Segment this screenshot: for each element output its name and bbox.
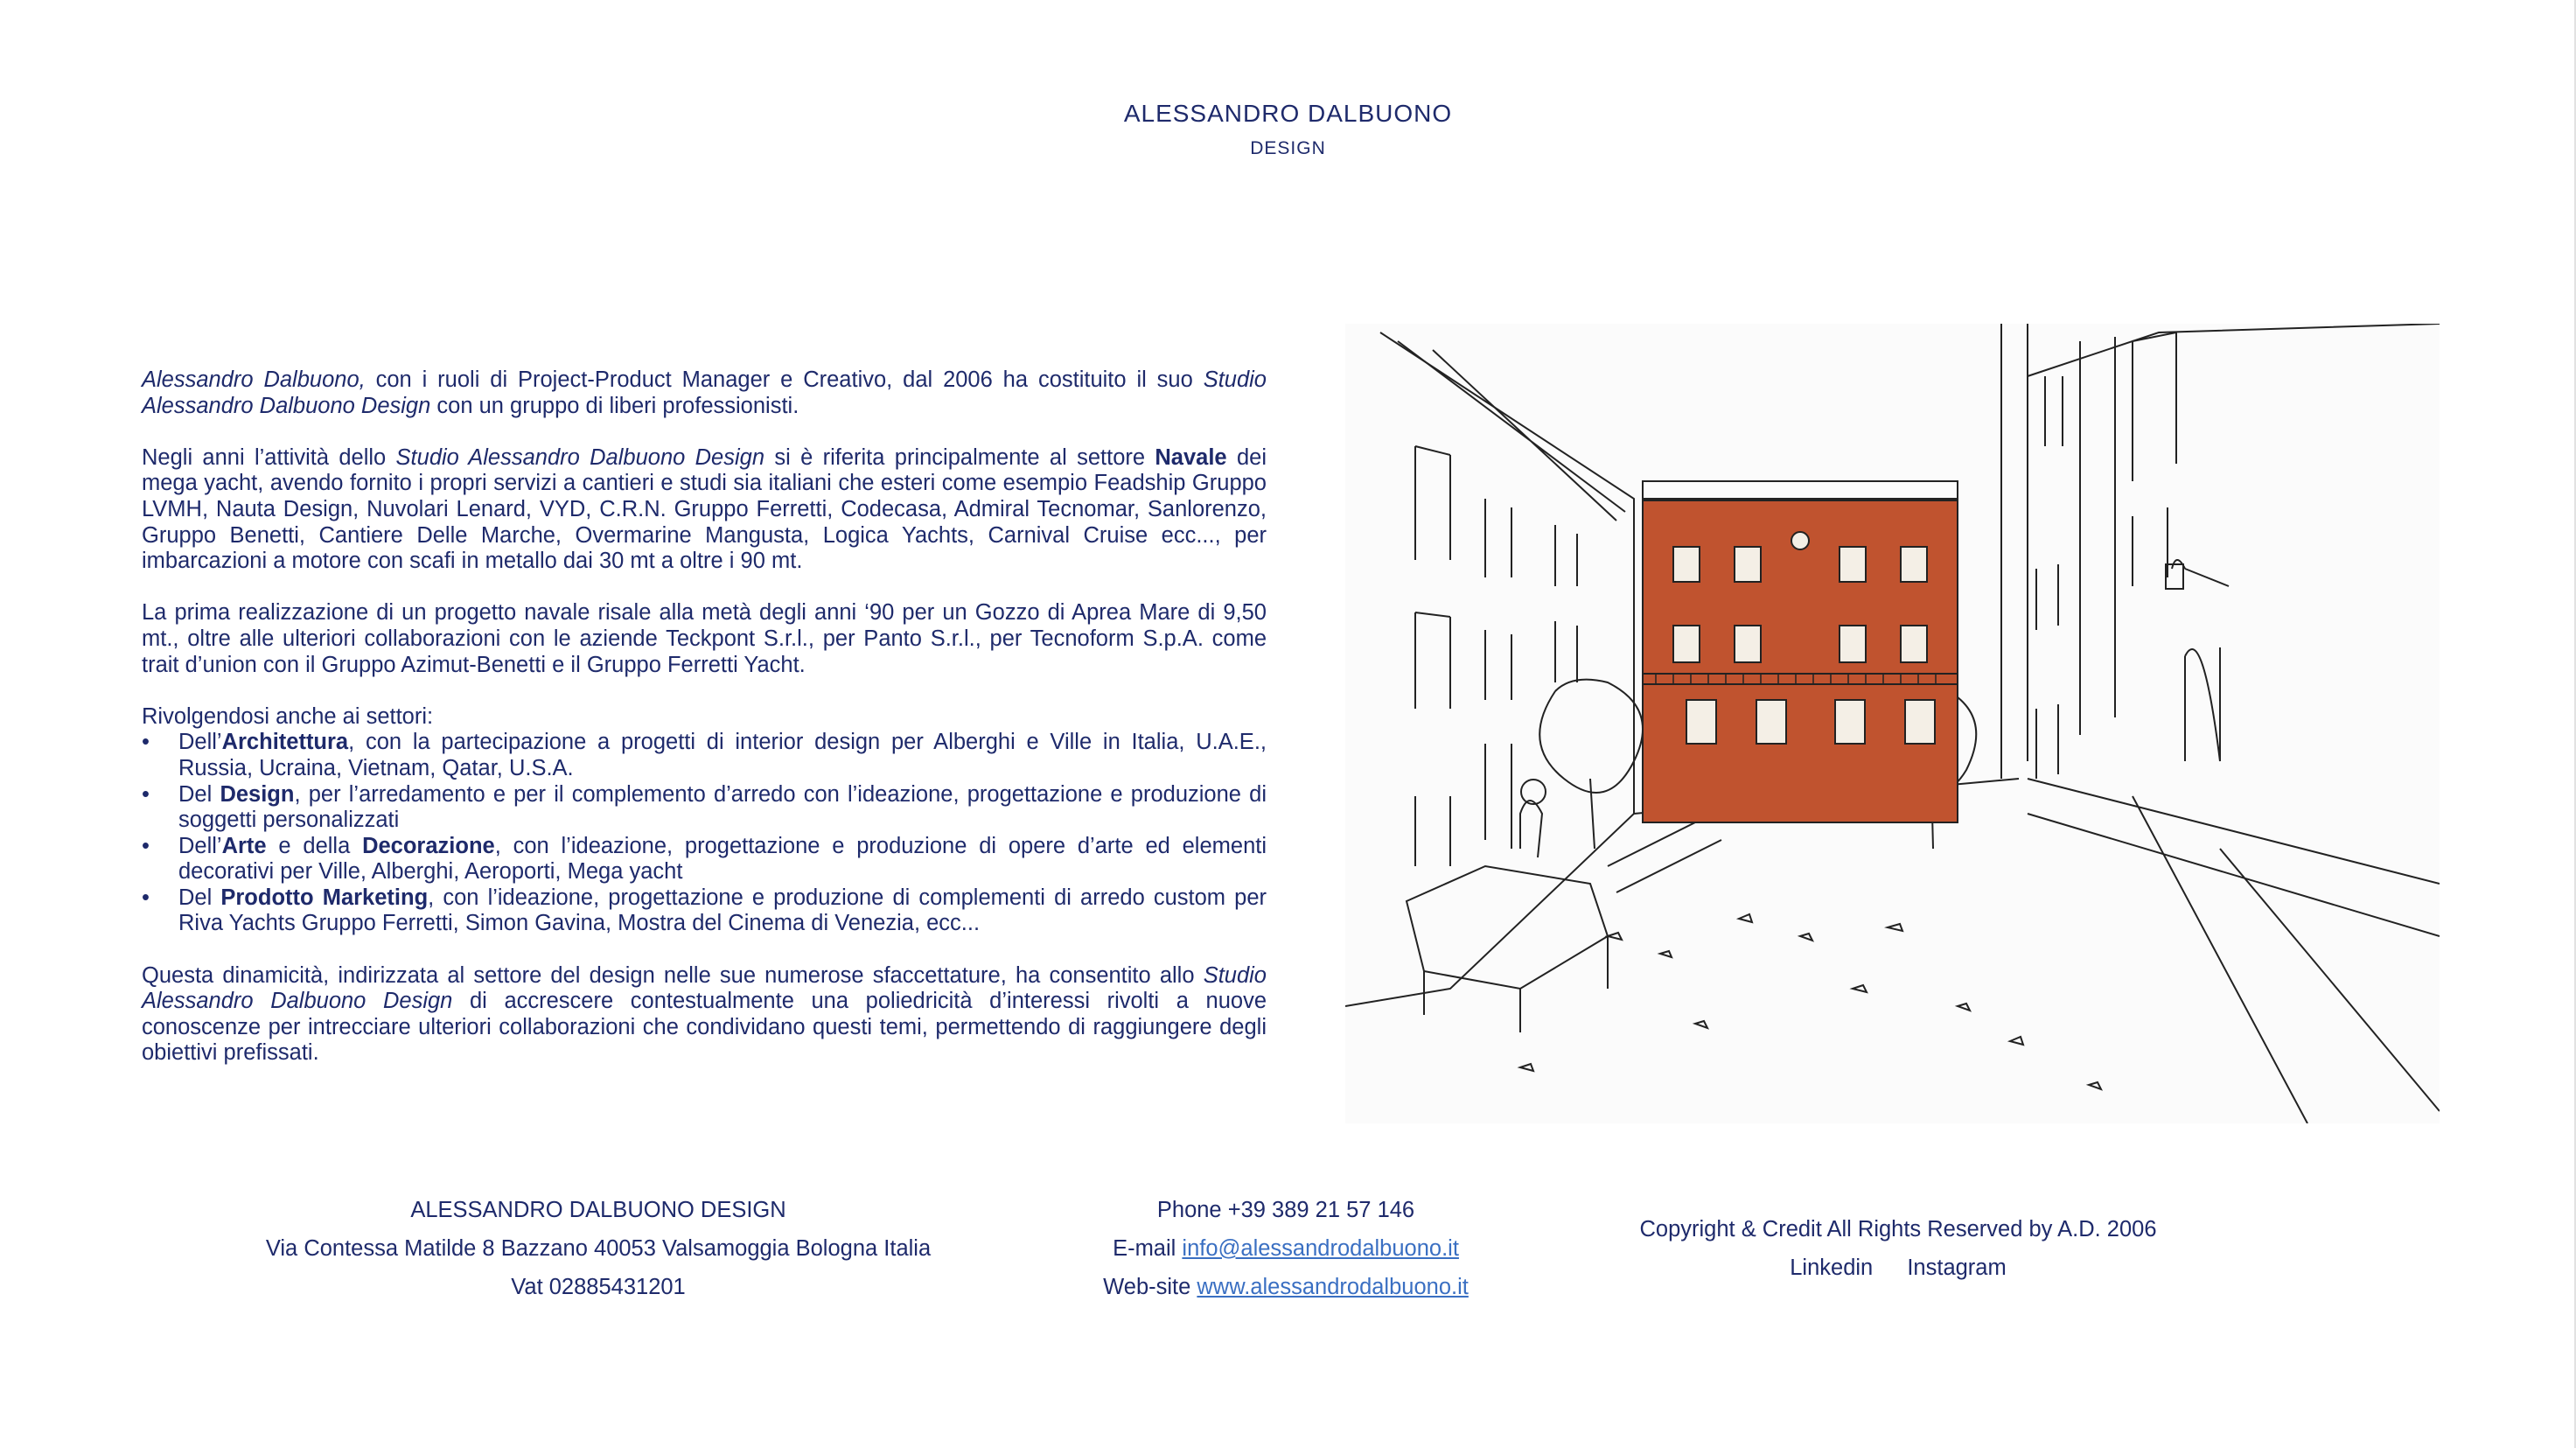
sector-design: Design xyxy=(220,781,295,807)
site-subtitle: DESIGN xyxy=(1250,138,1326,158)
street-sketch-image xyxy=(1345,324,2440,1123)
designer-name: Alessandro Dalbuono, xyxy=(142,367,366,392)
copyright-text: Copyright & Credit All Rights Reserved by A.D. 2006 xyxy=(1639,1217,2157,1242)
studio-name: Studio Alessandro Dalbuono Design xyxy=(142,367,1267,418)
footer-web-line: Web-site www.alessandrodalbuono.it xyxy=(1103,1275,1469,1299)
studio-name: Studio Alessandro Dalbuono Design xyxy=(395,444,765,470)
list-item: • Dell’Arte e della Decorazione, con l’ideazione, progettazione e produzione di opere d’arte ed elementi decorativi per Ville, Alberghi, Aeroporti, Mega yacht xyxy=(142,834,1267,885)
site-title[interactable]: ALESSANDRO DALBUONO xyxy=(1123,100,1453,127)
footer-email-line: E-mail info@alessandrodalbuono.it xyxy=(1113,1236,1459,1261)
email-link[interactable]: info@alessandrodalbuono.it xyxy=(1182,1236,1459,1261)
sectors-intro: Rivolgendosi anche ai settori: xyxy=(142,703,434,729)
footer-company-info xyxy=(219,1191,978,1306)
list-item: • Del Design, per l’arredamento e per il complemento d’arredo con l’ideazione, progettazione e produzione di soggetti personalizzati xyxy=(142,782,1267,834)
sector-navale: Navale xyxy=(1155,444,1227,470)
first-project-paragraph: La prima realizzazione di un progetto navale risale alla metà degli anni ‘90 per un Gozzo di Aprea Mare di 9,50 mt., oltre alle ulteriori collaborazioni con le aziende Teckpont S.r.l., per Panto S.r.l., per Tecnoform S.p.A. come trait d’union con il Gruppo Azimut-Benetti e il Gruppo Ferretti Yacht. xyxy=(142,600,1267,677)
footer-address: Via Contessa Matilde 8 Bazzano 40053 Valsamoggia Bologna Italia xyxy=(265,1236,932,1261)
sector-arte: Arte xyxy=(221,833,267,858)
footer-phone: Phone +39 389 21 57 146 xyxy=(1156,1198,1415,1222)
list-item: • Dell’Architettura, con la partecipazione a progetti di interior design per Alberghi e Ville in Italia, U.A.E., Russia, Ucraina, Vietnam, Qatar, U.S.A. xyxy=(142,730,1267,781)
website-link[interactable]: www.alessandrodalbuono.it xyxy=(1197,1275,1469,1299)
footer-copyright xyxy=(1601,1210,2196,1287)
studio-name: Studio Alessandro Dalbuono Design xyxy=(142,962,1267,1014)
footer-vat: Vat 02885431201 xyxy=(511,1275,686,1299)
about-text xyxy=(142,367,1267,1093)
instagram-link[interactable]: Instagram xyxy=(1907,1256,2007,1280)
list-item: • Del Prodotto Marketing, con l’ideazione, progettazione e produzione di complementi di arredo custom per Riva Yachts Gruppo Ferretti, Simon Gavina, Mostra del Cinema di Venezia, ecc... xyxy=(142,885,1267,937)
naval-paragraph: Negli anni l’attività dello Studio Alessandro Dalbuono Design si è riferita principalmente al settore Navale dei mega yacht, avendo fornito i propri servizi a cantieri e studi sia italiani che esteri come esempio Feadship Gruppo LVMH, Nauta Design, Nuvolari Lenard, VYD, C.R.N. Gruppo Ferretti, Codecasa, Admiral Tecnomar, Sanlorenzo, Gruppo Benetti, Cantiere Delle Marche, Overmarine Mangusta, Logica Yachts, Carnival Cruise ecc..., per imbarcazioni a motore con scafi in metallo dai 30 mt a oltre i 90 mt. xyxy=(142,444,1267,574)
street-sketch-drawing xyxy=(1345,324,2440,1123)
sectors-list xyxy=(142,730,1267,937)
intro-paragraph: Alessandro Dalbuono, con i ruoli di Project-Product Manager e Creativo, dal 2006 ha costituito il suo Studio Alessandro Dalbuono Design con un gruppo di liberi professionisti. xyxy=(142,367,1267,418)
sector-prodotto-marketing: Prodotto Marketing xyxy=(220,885,429,910)
social-links xyxy=(1601,1249,2196,1287)
linkedin-link[interactable]: Linkedin xyxy=(1790,1256,1874,1280)
footer-company-name: ALESSANDRO DALBUONO DESIGN xyxy=(410,1198,786,1222)
sector-decorazione: Decorazione xyxy=(362,833,495,858)
sector-architettura: Architettura xyxy=(221,730,349,755)
footer-contacts xyxy=(1050,1191,1522,1306)
closing-paragraph: Questa dinamicità, indirizzata al settore del design nelle sue numerose sfaccettature, ha consentito allo Studio Alessandro Dalbuono Design di accrescere contestualmente una poliedricità d’interessi rivolti a nuove conoscenze per intrecciare ulteriori collaborazioni che condividano questi temi, permettendo di raggiungere degli obiettivi prefissati. xyxy=(142,962,1267,1066)
